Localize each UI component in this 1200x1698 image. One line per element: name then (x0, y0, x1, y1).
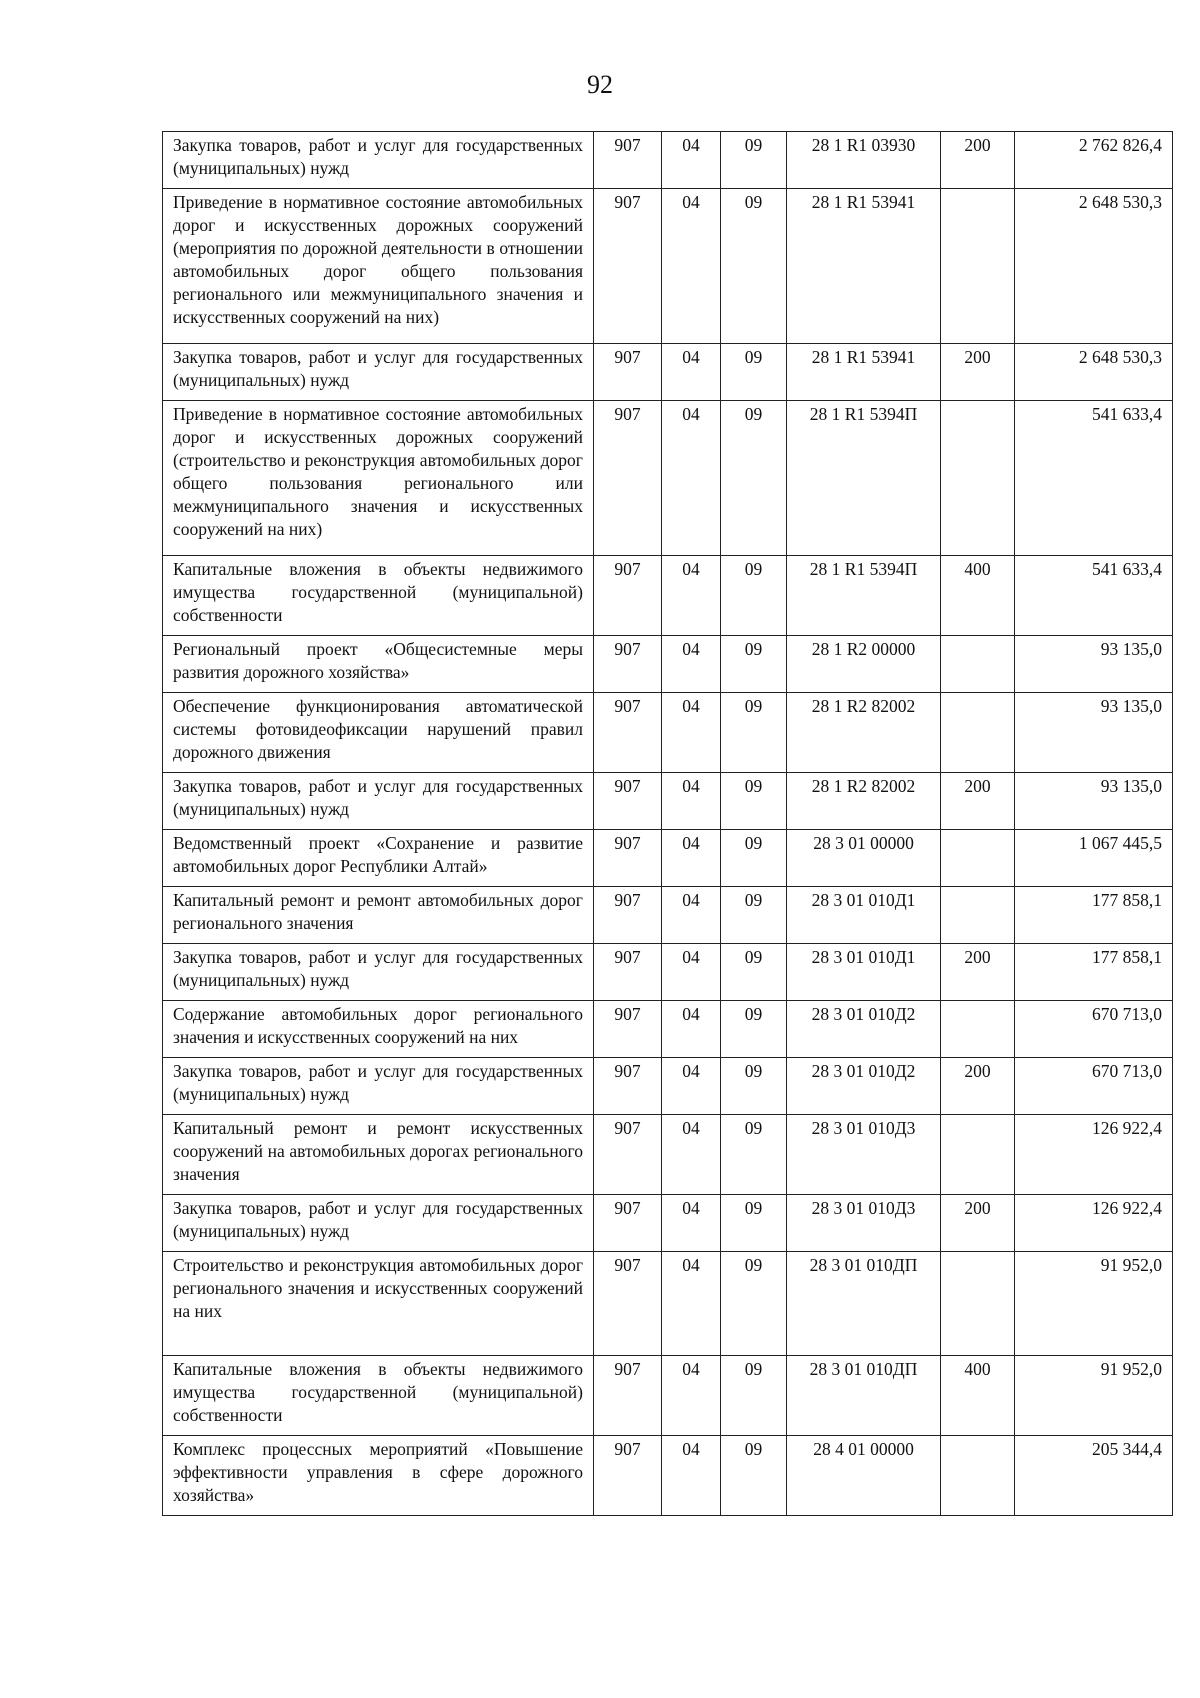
target-article-cell: 28 3 01 010ДП (787, 1356, 941, 1436)
item-name-cell: Строительство и реконструкция автомобильных дорог регионального значения и искусственных сооружений на них (163, 1252, 594, 1356)
item-name-cell: Капитальные вложения в объекты недвижимого имущества государственной (муниципальной) собственности (163, 1356, 594, 1436)
section-code-cell: 04 (662, 189, 721, 344)
target-article-cell: 28 1 R2 00000 (787, 636, 941, 693)
amount-cell: 177 858,1 (1015, 887, 1173, 944)
target-article-cell: 28 1 R1 53941 (787, 344, 941, 401)
table-row (163, 401, 1173, 556)
amount-cell: 91 952,0 (1015, 1252, 1173, 1356)
amount-cell: 126 922,4 (1015, 1115, 1173, 1195)
item-name-cell: Капитальный ремонт и ремонт искусственных сооружений на автомобильных дорогах регионального значения (163, 1115, 594, 1195)
item-name-cell: Закупка товаров, работ и услуг для государственных (муниципальных) нужд (163, 773, 594, 830)
target-article-cell: 28 3 01 010Д2 (787, 1001, 941, 1058)
section-code-cell: 04 (662, 1115, 721, 1195)
expense-type-cell: 200 (941, 1195, 1015, 1252)
subsection-code-cell: 09 (721, 189, 787, 344)
budget-table-body (163, 132, 1173, 1516)
subsection-code-cell: 09 (721, 830, 787, 887)
subsection-code-cell: 09 (721, 344, 787, 401)
section-code-cell: 04 (662, 1195, 721, 1252)
section-code-cell: 04 (662, 944, 721, 1001)
target-article-cell: 28 3 01 00000 (787, 830, 941, 887)
section-code-cell: 04 (662, 556, 721, 636)
subsection-code-cell: 09 (721, 773, 787, 830)
table-row (163, 189, 1173, 344)
amount-cell: 93 135,0 (1015, 693, 1173, 773)
amount-cell: 205 344,4 (1015, 1436, 1173, 1516)
item-name-cell: Ведомственный проект «Сохранение и развитие автомобильных дорог Республики Алтай» (163, 830, 594, 887)
expense-type-cell: 200 (941, 773, 1015, 830)
item-name-cell: Приведение в нормативное состояние автомобильных дорог и искусственных дорожных сооружений (строительство и реконструкция автомобильных дорог общего пользования регионального или межмуниципального значения и искусственных сооружений на них) (163, 401, 594, 556)
expense-type-cell: 200 (941, 344, 1015, 401)
target-article-cell: 28 3 01 010Д3 (787, 1115, 941, 1195)
target-article-cell: 28 1 R2 82002 (787, 773, 941, 830)
ministry-code-cell: 907 (594, 1001, 662, 1058)
expense-type-cell: 400 (941, 556, 1015, 636)
ministry-code-cell: 907 (594, 189, 662, 344)
target-article-cell: 28 1 R1 03930 (787, 132, 941, 189)
expense-type-cell (941, 401, 1015, 556)
table-row (163, 1252, 1173, 1356)
expense-type-cell (941, 1252, 1015, 1356)
expense-type-cell (941, 636, 1015, 693)
target-article-cell: 28 1 R1 5394П (787, 556, 941, 636)
subsection-code-cell: 09 (721, 1436, 787, 1516)
ministry-code-cell: 907 (594, 1115, 662, 1195)
item-name-cell: Капитальные вложения в объекты недвижимого имущества государственной (муниципальной) собственности (163, 556, 594, 636)
target-article-cell: 28 1 R1 53941 (787, 189, 941, 344)
amount-cell: 541 633,4 (1015, 556, 1173, 636)
section-code-cell: 04 (662, 1252, 721, 1356)
ministry-code-cell: 907 (594, 693, 662, 773)
expense-type-cell (941, 189, 1015, 344)
expense-type-cell (941, 1001, 1015, 1058)
expense-type-cell (941, 1436, 1015, 1516)
subsection-code-cell: 09 (721, 1058, 787, 1115)
target-article-cell: 28 1 R1 5394П (787, 401, 941, 556)
section-code-cell: 04 (662, 1436, 721, 1516)
table-row (163, 132, 1173, 189)
item-name-cell: Обеспечение функционирования автоматической системы фотовидеофиксации нарушений правил дорожного движения (163, 693, 594, 773)
section-code-cell: 04 (662, 830, 721, 887)
ministry-code-cell: 907 (594, 344, 662, 401)
ministry-code-cell: 907 (594, 1252, 662, 1356)
ministry-code-cell: 907 (594, 132, 662, 189)
target-article-cell: 28 3 01 010ДП (787, 1252, 941, 1356)
subsection-code-cell: 09 (721, 401, 787, 556)
item-name-cell: Региональный проект «Общесистемные меры развития дорожного хозяйства» (163, 636, 594, 693)
section-code-cell: 04 (662, 344, 721, 401)
amount-cell: 670 713,0 (1015, 1058, 1173, 1115)
section-code-cell: 04 (662, 773, 721, 830)
budget-table (162, 131, 1173, 1516)
subsection-code-cell: 09 (721, 1195, 787, 1252)
amount-cell: 2 762 826,4 (1015, 132, 1173, 189)
page-number: 92 (587, 70, 613, 99)
amount-cell: 2 648 530,3 (1015, 344, 1173, 401)
target-article-cell: 28 4 01 00000 (787, 1436, 941, 1516)
amount-cell: 91 952,0 (1015, 1356, 1173, 1436)
subsection-code-cell: 09 (721, 1252, 787, 1356)
section-code-cell: 04 (662, 887, 721, 944)
expense-type-cell (941, 693, 1015, 773)
table-row (163, 344, 1173, 401)
ministry-code-cell: 907 (594, 1195, 662, 1252)
target-article-cell: 28 3 01 010Д1 (787, 944, 941, 1001)
subsection-code-cell: 09 (721, 944, 787, 1001)
item-name-cell: Закупка товаров, работ и услуг для государственных (муниципальных) нужд (163, 344, 594, 401)
ministry-code-cell: 907 (594, 401, 662, 556)
expense-type-cell (941, 887, 1015, 944)
target-article-cell: 28 3 01 010Д3 (787, 1195, 941, 1252)
table-row (163, 1436, 1173, 1516)
target-article-cell: 28 3 01 010Д1 (787, 887, 941, 944)
subsection-code-cell: 09 (721, 556, 787, 636)
section-code-cell: 04 (662, 1356, 721, 1436)
subsection-code-cell: 09 (721, 1001, 787, 1058)
subsection-code-cell: 09 (721, 887, 787, 944)
item-name-cell: Закупка товаров, работ и услуг для государственных (муниципальных) нужд (163, 1058, 594, 1115)
table-row (163, 556, 1173, 636)
table-row (163, 636, 1173, 693)
section-code-cell: 04 (662, 693, 721, 773)
item-name-cell: Комплекс процессных мероприятий «Повышение эффективности управления в сфере дорожного хозяйства» (163, 1436, 594, 1516)
table-row (163, 693, 1173, 773)
expense-type-cell (941, 1115, 1015, 1195)
subsection-code-cell: 09 (721, 693, 787, 773)
table-row (163, 830, 1173, 887)
ministry-code-cell: 907 (594, 1058, 662, 1115)
table-row (163, 1356, 1173, 1436)
expense-type-cell (941, 830, 1015, 887)
subsection-code-cell: 09 (721, 1115, 787, 1195)
section-code-cell: 04 (662, 401, 721, 556)
expense-type-cell: 200 (941, 944, 1015, 1001)
table-row (163, 1115, 1173, 1195)
ministry-code-cell: 907 (594, 944, 662, 1001)
ministry-code-cell: 907 (594, 830, 662, 887)
table-row (163, 944, 1173, 1001)
expense-type-cell: 400 (941, 1356, 1015, 1436)
item-name-cell: Закупка товаров, работ и услуг для государственных (муниципальных) нужд (163, 1195, 594, 1252)
subsection-code-cell: 09 (721, 636, 787, 693)
amount-cell: 541 633,4 (1015, 401, 1173, 556)
section-code-cell: 04 (662, 1001, 721, 1058)
table-row (163, 887, 1173, 944)
ministry-code-cell: 907 (594, 773, 662, 830)
target-article-cell: 28 1 R2 82002 (787, 693, 941, 773)
ministry-code-cell: 907 (594, 1436, 662, 1516)
target-article-cell: 28 3 01 010Д2 (787, 1058, 941, 1115)
section-code-cell: 04 (662, 132, 721, 189)
amount-cell: 1 067 445,5 (1015, 830, 1173, 887)
table-row (163, 1195, 1173, 1252)
table-row (163, 1058, 1173, 1115)
item-name-cell: Содержание автомобильных дорог регионального значения и искусственных сооружений на них (163, 1001, 594, 1058)
expense-type-cell: 200 (941, 1058, 1015, 1115)
subsection-code-cell: 09 (721, 1356, 787, 1436)
item-name-cell: Закупка товаров, работ и услуг для государственных (муниципальных) нужд (163, 132, 594, 189)
amount-cell: 670 713,0 (1015, 1001, 1173, 1058)
table-row (163, 1001, 1173, 1058)
section-code-cell: 04 (662, 1058, 721, 1115)
item-name-cell: Приведение в нормативное состояние автомобильных дорог и искусственных дорожных сооружений (мероприятия по дорожной деятельности в отношении автомобильных дорог общего пользования регионального или межмуниципального значения и искусственных сооружений на них) (163, 189, 594, 344)
table-row (163, 773, 1173, 830)
amount-cell: 126 922,4 (1015, 1195, 1173, 1252)
section-code-cell: 04 (662, 636, 721, 693)
item-name-cell: Капитальный ремонт и ремонт автомобильных дорог регионального значения (163, 887, 594, 944)
ministry-code-cell: 907 (594, 1356, 662, 1436)
ministry-code-cell: 907 (594, 556, 662, 636)
amount-cell: 2 648 530,3 (1015, 189, 1173, 344)
subsection-code-cell: 09 (721, 132, 787, 189)
expense-type-cell: 200 (941, 132, 1015, 189)
ministry-code-cell: 907 (594, 887, 662, 944)
amount-cell: 93 135,0 (1015, 773, 1173, 830)
amount-cell: 93 135,0 (1015, 636, 1173, 693)
amount-cell: 177 858,1 (1015, 944, 1173, 1001)
ministry-code-cell: 907 (594, 636, 662, 693)
item-name-cell: Закупка товаров, работ и услуг для государственных (муниципальных) нужд (163, 944, 594, 1001)
